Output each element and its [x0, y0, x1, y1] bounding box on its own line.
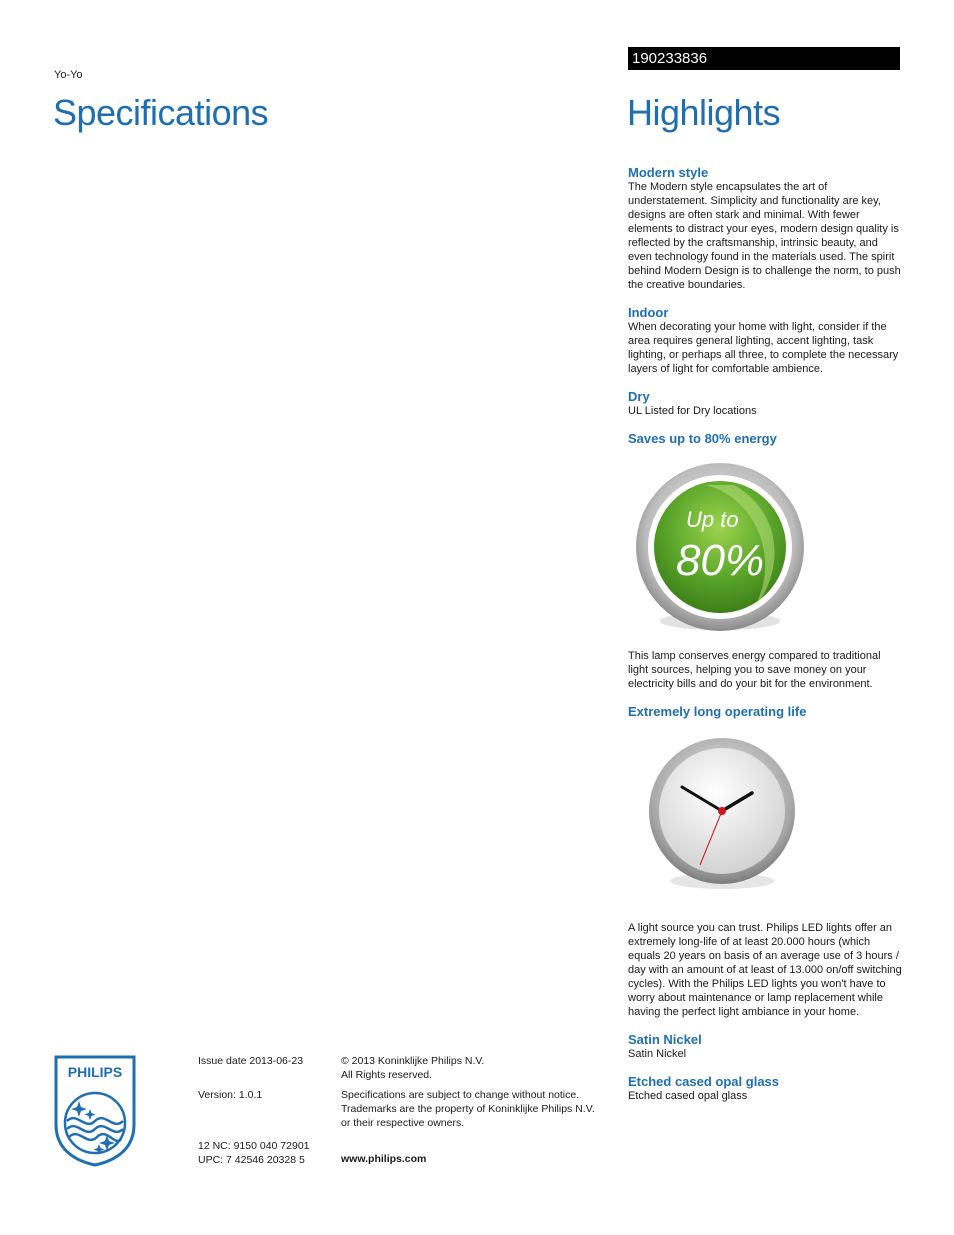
highlight-text: A light source you can trust. Philips LED lights offer an extremely long-life of at least 20.000 hours (which equals 20 years on basis of an average use of 3 hours / day with an amount of at least of 13.000 on/off switching cycles). With the Philips LED lights you won't have to worry about maintenance or lamp replacement while having the perfect light ambiance in your home.: [628, 922, 902, 1018]
energy-badge-icon: [634, 463, 804, 635]
highlight-operating-life: [628, 704, 902, 1019]
highlight-energy: [628, 431, 902, 691]
highlight-heading: Dry: [628, 389, 650, 404]
product-code-bar: 190233836: [628, 47, 900, 70]
highlight-heading: Modern style: [628, 165, 709, 180]
highlight-satin-nickel: [628, 1032, 902, 1061]
highlight-heading: Etched cased opal glass: [628, 1074, 780, 1089]
version: Version: 1.0.1: [198, 1089, 263, 1101]
clock-icon: [642, 731, 802, 903]
highlight-text: UL Listed for Dry locations: [628, 405, 757, 417]
highlight-indoor: [628, 305, 902, 376]
disclaimer-line-1: Specifications are subject to change without notice.: [341, 1089, 580, 1101]
highlight-heading: Extremely long operating life: [628, 704, 807, 719]
product-name: Yo-Yo: [54, 69, 83, 81]
highlight-heading: Satin Nickel: [628, 1032, 702, 1047]
issue-date: Issue date 2013-06-23: [198, 1055, 304, 1067]
highlights-column: [628, 165, 902, 1116]
philips-logo: [54, 1055, 136, 1167]
philips-logo-text: PHILIPS: [67, 1064, 123, 1080]
highlight-text: Etched cased opal glass: [628, 1090, 748, 1102]
specifications-title: Specifications: [53, 92, 269, 133]
highlight-text: Satin Nickel: [628, 1048, 687, 1060]
copyright: © 2013 Koninklijke Philips N.V.: [341, 1055, 485, 1067]
highlight-dry: [628, 389, 902, 418]
highlight-heading: Indoor: [628, 305, 669, 320]
highlights-title: Highlights: [627, 92, 781, 133]
upc-number: UPC: 7 42546 20328 5: [198, 1154, 305, 1166]
website-link[interactable]: www.philips.com: [341, 1153, 427, 1165]
highlight-text: The Modern style encapsulates the art of understatement. Simplicity and functionality are key, designs are often stark and minimal. With fewer elements to distract your eyes, modern design quality is reflected by the craftsmanship, intrinsic beauty, and even technology found in the materials used. The spirit behind Modern Design is to challenge the norm, to push the creative boundaries.: [628, 181, 901, 291]
highlight-etched-glass: [628, 1074, 902, 1103]
nc-number: 12 NC: 9150 040 72901: [198, 1140, 310, 1152]
highlight-text: This lamp conserves energy compared to traditional light sources, helping you to save money on your electricity bills and do your bit for the environment.: [628, 650, 881, 690]
badge-percent: 80%: [676, 536, 765, 585]
disclaimer-line-3: or their respective owners.: [341, 1117, 465, 1129]
badge-up-to: Up to: [686, 507, 739, 532]
highlight-text: When decorating your home with light, consider if the area requires general lighting, accent lighting, task lighting, or perhaps all three, to complete the necessary layers of light for comfortable ambience.: [628, 321, 899, 375]
rights: All Rights reserved.: [341, 1069, 433, 1081]
disclaimer-line-2: Trademarks are the property of Koninklijke Philips N.V.: [341, 1103, 595, 1115]
highlight-modern-style: [628, 165, 902, 292]
highlight-heading: Saves up to 80% energy: [628, 431, 777, 446]
